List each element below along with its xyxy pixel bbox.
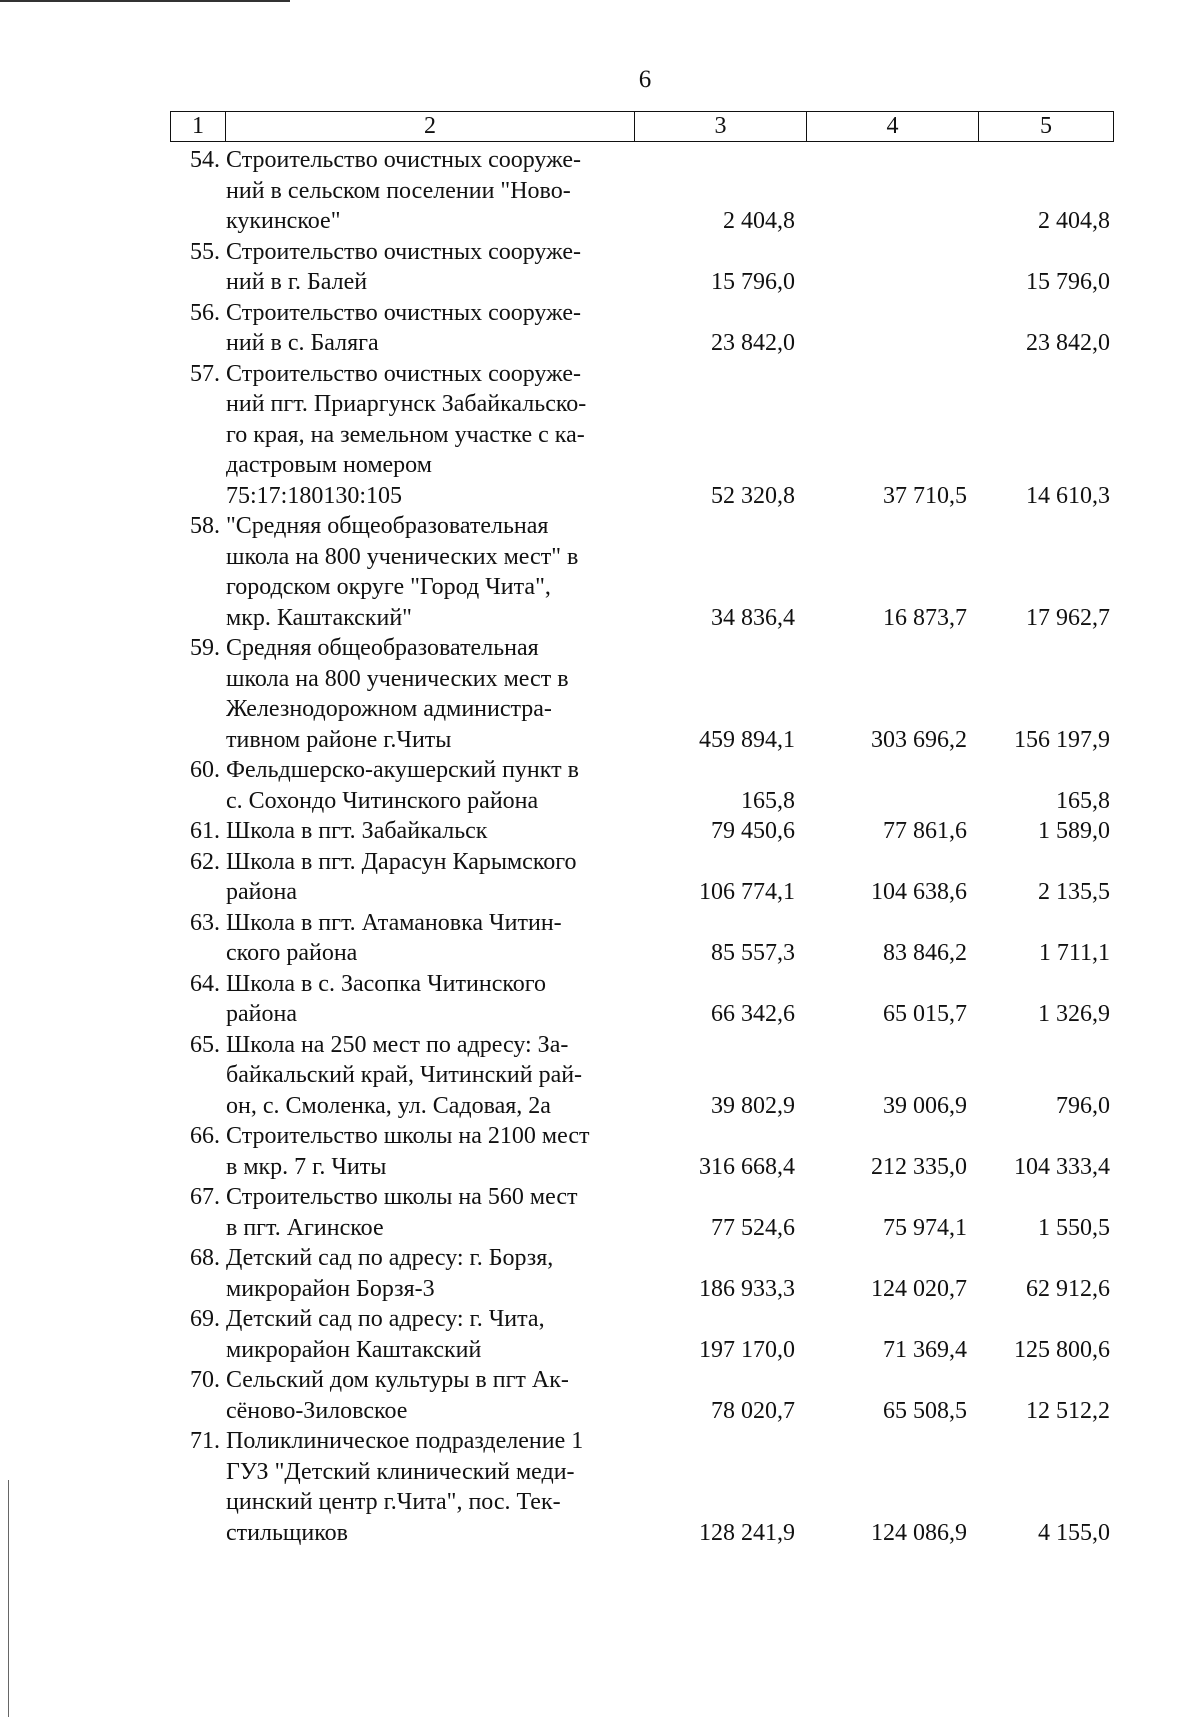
row-name: Школа на 250 мест по адресу: За- байкальский край, Читинский рай- он, с. Смоленка, ул. Садовая, 2а <box>226 1031 583 1119</box>
column-header-1: 1 <box>192 113 204 139</box>
row-number: 54. <box>190 147 220 173</box>
table-row <box>170 908 1114 969</box>
table-row <box>170 359 1114 512</box>
row-number: 63. <box>190 909 220 936</box>
row-federal: 16 873,7 <box>883 604 967 631</box>
row-total: 165,8 <box>741 787 795 814</box>
row-regional: 1 711,1 <box>1038 940 1110 966</box>
row-regional: 1 326,9 <box>1038 1001 1110 1027</box>
row-total: 197 170,0 <box>699 1336 795 1363</box>
table-row <box>170 633 1114 755</box>
row-total: 23 842,0 <box>711 330 795 356</box>
row-name: Поликлиническое подразделение 1 ГУЗ "Детский клинический меди- цинский центр г.Чита", пос. Тек- стильщиков <box>226 1428 584 1546</box>
row-regional: 104 333,4 <box>1014 1153 1110 1180</box>
row-number: 60. <box>190 757 220 783</box>
row-name: Школа в пгт. Забайкальск <box>226 818 488 844</box>
row-number: 64. <box>190 970 220 997</box>
row-name: Строительство школы на 560 мест в пгт. Агинское <box>226 1184 578 1241</box>
row-number: 62. <box>190 848 220 875</box>
row-name: "Средняя общеобразовательная школа на 800 ученических мест" в городском округе "Город Чита", мкр. Каштакский" <box>226 513 579 631</box>
table-row <box>170 1304 1114 1365</box>
row-name: Строительство очистных сооруже- ний в г. Балей <box>226 238 582 295</box>
row-federal: 303 696,2 <box>871 726 967 753</box>
row-total: 459 894,1 <box>699 726 795 753</box>
row-number: 67. <box>190 1184 220 1210</box>
row-federal: 75 974,1 <box>883 1214 967 1241</box>
row-federal: 124 086,9 <box>871 1519 967 1546</box>
row-name: Школа в пгт. Атамановка Читин- ского района <box>226 909 562 966</box>
table-row <box>170 145 1114 237</box>
row-federal <box>805 755 977 816</box>
scan-margin-line <box>8 1480 9 1717</box>
row-regional: 2 404,8 <box>1038 208 1110 234</box>
row-federal: 83 846,2 <box>883 940 967 966</box>
row-name: Детский сад по адресу: г. Борзя, микрорайон Борзя-3 <box>226 1245 554 1302</box>
row-number: 66. <box>190 1123 220 1149</box>
row-total: 15 796,0 <box>711 269 795 295</box>
row-federal <box>805 237 977 298</box>
row-number: 61. <box>190 818 220 844</box>
row-number: 57. <box>190 360 220 387</box>
row-regional: 17 962,7 <box>1026 604 1110 631</box>
row-total: 128 241,9 <box>699 1519 795 1546</box>
table-row <box>170 237 1114 298</box>
row-number: 58. <box>190 513 220 539</box>
row-name: Строительство очистных сооруже- ний в с. Баляга <box>226 299 582 356</box>
row-total: 316 668,4 <box>699 1153 795 1180</box>
row-name: Школа в пгт. Дарасун Карымского района <box>226 848 577 905</box>
row-name: Средняя общеобразовательная школа на 800 ученических мест в Железнодорожном администра- тивном районе г.Читы <box>226 635 569 753</box>
column-header-3: 3 <box>634 112 806 141</box>
column-header-4: 4 <box>806 112 978 141</box>
table-header <box>170 111 1114 142</box>
row-total: 39 802,9 <box>711 1092 795 1119</box>
row-name: Детский сад по адресу: г. Чита, микрорайон Каштакский <box>226 1306 545 1363</box>
row-total: 79 450,6 <box>711 818 795 844</box>
table-row <box>170 298 1114 359</box>
row-number: 69. <box>190 1306 220 1332</box>
row-federal: 71 369,4 <box>883 1336 967 1363</box>
table-row <box>170 1121 1114 1182</box>
table-row <box>170 755 1114 816</box>
row-number: 71. <box>190 1428 220 1454</box>
row-name: Строительство очистных сооруже- ний в сельском поселении "Ново- кукинское" <box>226 147 582 234</box>
row-name: Сельский дом культуры в пгт Ак- сёново-Зиловское <box>226 1367 569 1424</box>
row-total: 186 933,3 <box>699 1275 795 1302</box>
row-total: 78 020,7 <box>711 1397 795 1424</box>
row-total: 106 774,1 <box>699 879 795 905</box>
row-total: 66 342,6 <box>711 1001 795 1027</box>
row-federal: 39 006,9 <box>883 1092 967 1119</box>
row-regional: 4 155,0 <box>1038 1519 1110 1546</box>
row-regional: 1 550,5 <box>1038 1214 1110 1241</box>
row-federal: 104 638,6 <box>871 879 967 905</box>
table-row <box>170 511 1114 633</box>
table-row <box>170 1030 1114 1122</box>
row-regional: 796,0 <box>1056 1092 1110 1119</box>
table-row <box>170 969 1114 1030</box>
table-row <box>170 1426 1114 1548</box>
row-regional: 2 135,5 <box>1038 879 1110 905</box>
row-number: 68. <box>190 1245 220 1271</box>
row-regional: 62 912,6 <box>1026 1275 1110 1302</box>
table-row <box>170 1365 1114 1426</box>
row-number: 65. <box>190 1031 220 1058</box>
table-body <box>170 145 1114 1548</box>
row-regional: 165,8 <box>1056 787 1110 814</box>
row-federal: 65 015,7 <box>883 1001 967 1027</box>
column-header-5: 5 <box>978 112 1113 141</box>
table-row <box>170 1243 1114 1304</box>
row-federal <box>805 298 977 359</box>
row-federal <box>805 145 977 237</box>
row-federal: 212 335,0 <box>871 1153 967 1180</box>
row-name: Строительство школы на 2100 мест в мкр. 7 г. Читы <box>226 1123 590 1180</box>
row-total: 34 836,4 <box>711 604 795 631</box>
column-header-2: 2 <box>225 112 634 141</box>
row-name: Школа в с. Засопка Читинского района <box>226 970 547 1027</box>
row-total: 52 320,8 <box>711 482 795 509</box>
row-federal: 77 861,6 <box>883 818 967 844</box>
row-regional: 1 589,0 <box>1038 818 1110 844</box>
table-row <box>170 1182 1114 1243</box>
scan-edge-line <box>0 0 290 2</box>
row-total: 85 557,3 <box>711 940 795 966</box>
row-name: Строительство очистных сооруже- ний пгт. Приаргунск Забайкальско- го края, на земельном участке с ка- дастровым номером 75:17:180130:105 <box>226 360 587 509</box>
row-federal: 37 710,5 <box>883 482 967 509</box>
row-regional: 156 197,9 <box>1014 726 1110 753</box>
row-federal: 65 508,5 <box>883 1397 967 1424</box>
row-number: 56. <box>190 299 220 326</box>
row-number: 70. <box>190 1367 220 1393</box>
row-regional: 15 796,0 <box>1026 269 1110 295</box>
table-row <box>170 816 1114 847</box>
row-regional: 12 512,2 <box>1026 1397 1110 1424</box>
row-number: 59. <box>190 635 220 661</box>
row-total: 2 404,8 <box>723 208 795 234</box>
row-name: Фельдшерско-акушерский пункт в с. Сохондо Читинского района <box>226 757 579 814</box>
row-regional: 23 842,0 <box>1026 330 1110 356</box>
row-regional: 14 610,3 <box>1026 482 1110 509</box>
row-number: 55. <box>190 238 220 265</box>
row-total: 77 524,6 <box>711 1214 795 1241</box>
table-row <box>170 847 1114 908</box>
row-federal: 124 020,7 <box>871 1275 967 1302</box>
row-regional: 125 800,6 <box>1014 1336 1110 1363</box>
page-number: 6 <box>638 66 652 93</box>
